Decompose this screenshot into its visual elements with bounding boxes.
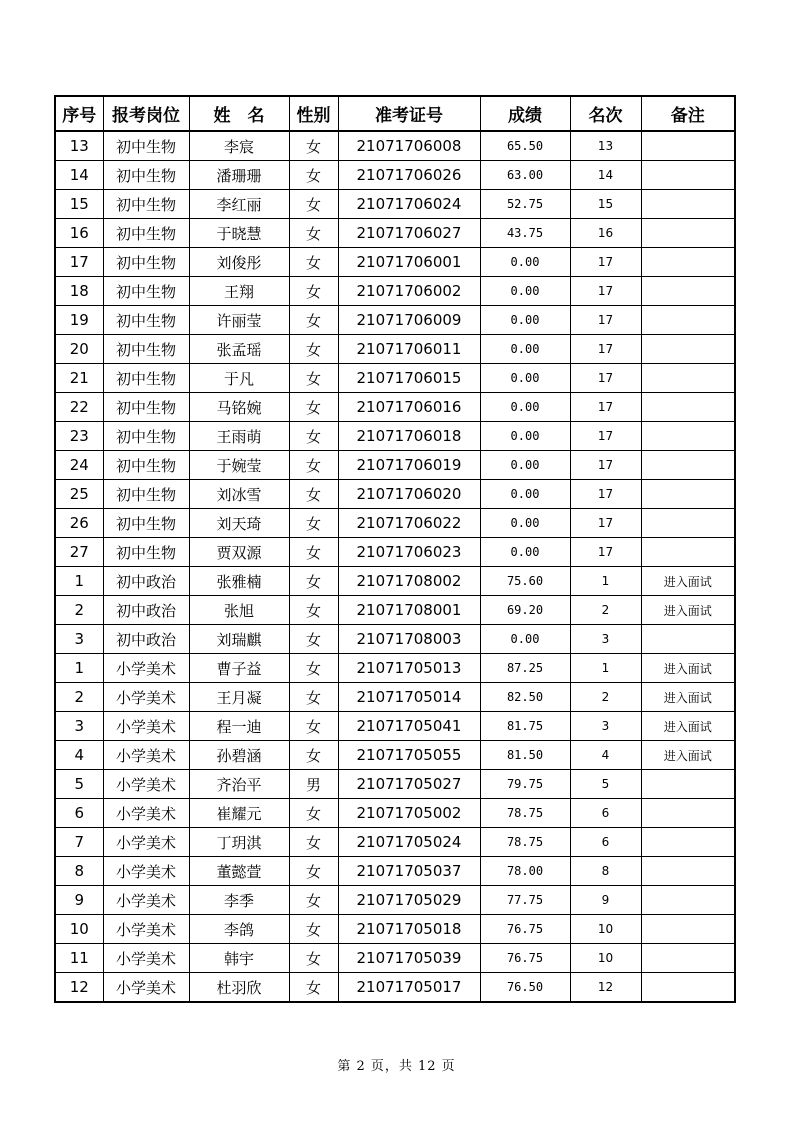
cell-position: 小学美术 (103, 683, 189, 712)
cell-remark (641, 944, 735, 973)
cell-gender: 女 (289, 248, 338, 277)
page-footer: 第 2 页，共 12 页 (337, 1059, 456, 1074)
cell-seq: 11 (55, 944, 103, 973)
cell-name: 孙碧涵 (189, 741, 289, 770)
cell-seq: 27 (55, 538, 103, 567)
cell-name: 李宸 (189, 131, 289, 161)
header-ticket: 准考证号 (338, 96, 480, 131)
cell-name: 齐治平 (189, 770, 289, 799)
table-body (55, 131, 735, 1002)
cell-rank: 17 (570, 480, 641, 509)
cell-score: 81.75 (480, 712, 570, 741)
cell-rank: 8 (570, 857, 641, 886)
cell-gender: 女 (289, 915, 338, 944)
header-name: 姓 名 (189, 96, 289, 131)
cell-seq: 1 (55, 567, 103, 596)
cell-position: 初中生物 (103, 364, 189, 393)
table-row (55, 712, 735, 741)
cell-rank: 17 (570, 277, 641, 306)
header-remark: 备注 (641, 96, 735, 131)
cell-gender: 女 (289, 654, 338, 683)
cell-score: 76.75 (480, 944, 570, 973)
cell-seq: 25 (55, 480, 103, 509)
cell-rank: 10 (570, 944, 641, 973)
cell-rank: 17 (570, 509, 641, 538)
cell-remark (641, 828, 735, 857)
cell-position: 小学美术 (103, 915, 189, 944)
cell-name: 刘俊彤 (189, 248, 289, 277)
cell-ticket: 21071706002 (338, 277, 480, 306)
cell-rank: 6 (570, 828, 641, 857)
cell-remark: 进入面试 (641, 683, 735, 712)
cell-remark (641, 219, 735, 248)
table-row (55, 248, 735, 277)
cell-seq: 20 (55, 335, 103, 364)
cell-rank: 9 (570, 886, 641, 915)
cell-gender: 女 (289, 131, 338, 161)
header-position: 报考岗位 (103, 96, 189, 131)
cell-seq: 7 (55, 828, 103, 857)
cell-position: 初中生物 (103, 480, 189, 509)
cell-rank: 17 (570, 451, 641, 480)
cell-gender: 女 (289, 190, 338, 219)
cell-seq: 13 (55, 131, 103, 161)
cell-score: 0.00 (480, 335, 570, 364)
cell-score: 77.75 (480, 886, 570, 915)
cell-seq: 16 (55, 219, 103, 248)
table-row (55, 480, 735, 509)
cell-name: 许丽莹 (189, 306, 289, 335)
cell-seq: 19 (55, 306, 103, 335)
cell-score: 0.00 (480, 480, 570, 509)
table-row (55, 277, 735, 306)
cell-gender: 女 (289, 799, 338, 828)
cell-gender: 女 (289, 625, 338, 654)
cell-seq: 14 (55, 161, 103, 190)
cell-name: 潘珊珊 (189, 161, 289, 190)
cell-seq: 6 (55, 799, 103, 828)
cell-ticket: 21071706008 (338, 131, 480, 161)
cell-position: 初中政治 (103, 567, 189, 596)
cell-rank: 2 (570, 683, 641, 712)
cell-remark (641, 306, 735, 335)
cell-seq: 24 (55, 451, 103, 480)
cell-seq: 4 (55, 741, 103, 770)
cell-gender: 男 (289, 770, 338, 799)
cell-score: 75.60 (480, 567, 570, 596)
cell-ticket: 21071708003 (338, 625, 480, 654)
cell-seq: 12 (55, 973, 103, 1003)
cell-name: 刘冰雪 (189, 480, 289, 509)
cell-rank: 12 (570, 973, 641, 1003)
cell-ticket: 21071706011 (338, 335, 480, 364)
cell-score: 76.75 (480, 915, 570, 944)
table-row (55, 683, 735, 712)
cell-name: 贾双源 (189, 538, 289, 567)
cell-seq: 10 (55, 915, 103, 944)
cell-rank: 6 (570, 799, 641, 828)
table-row (55, 654, 735, 683)
cell-gender: 女 (289, 422, 338, 451)
cell-remark (641, 451, 735, 480)
cell-remark: 进入面试 (641, 741, 735, 770)
cell-position: 初中生物 (103, 306, 189, 335)
cell-score: 0.00 (480, 422, 570, 451)
cell-gender: 女 (289, 509, 338, 538)
cell-ticket: 21071705014 (338, 683, 480, 712)
table-row (55, 886, 735, 915)
cell-remark (641, 625, 735, 654)
cell-position: 小学美术 (103, 886, 189, 915)
cell-gender: 女 (289, 683, 338, 712)
cell-rank: 17 (570, 538, 641, 567)
cell-ticket: 21071705018 (338, 915, 480, 944)
cell-ticket: 21071706027 (338, 219, 480, 248)
cell-ticket: 21071705024 (338, 828, 480, 857)
header-row (55, 96, 735, 131)
cell-score: 78.00 (480, 857, 570, 886)
cell-remark (641, 886, 735, 915)
cell-ticket: 21071706009 (338, 306, 480, 335)
table-row (55, 799, 735, 828)
cell-seq: 23 (55, 422, 103, 451)
cell-name: 韩宇 (189, 944, 289, 973)
cell-gender: 女 (289, 451, 338, 480)
cell-seq: 9 (55, 886, 103, 915)
table-row (55, 451, 735, 480)
cell-score: 0.00 (480, 625, 570, 654)
table-row (55, 625, 735, 654)
cell-position: 初中生物 (103, 422, 189, 451)
cell-position: 小学美术 (103, 944, 189, 973)
cell-score: 65.50 (480, 131, 570, 161)
table-row (55, 219, 735, 248)
table-row (55, 915, 735, 944)
cell-gender: 女 (289, 277, 338, 306)
cell-name: 于凡 (189, 364, 289, 393)
header-rank: 名次 (570, 96, 641, 131)
cell-ticket: 21071705055 (338, 741, 480, 770)
cell-ticket: 21071706024 (338, 190, 480, 219)
cell-rank: 3 (570, 625, 641, 654)
cell-gender: 女 (289, 538, 338, 567)
cell-seq: 18 (55, 277, 103, 306)
cell-seq: 22 (55, 393, 103, 422)
header-seq: 序号 (55, 96, 103, 131)
cell-ticket: 21071706023 (338, 538, 480, 567)
cell-name: 曹子益 (189, 654, 289, 683)
cell-ticket: 21071706001 (338, 248, 480, 277)
cell-position: 初中生物 (103, 509, 189, 538)
cell-score: 81.50 (480, 741, 570, 770)
cell-gender: 女 (289, 857, 338, 886)
cell-name: 王月凝 (189, 683, 289, 712)
cell-gender: 女 (289, 596, 338, 625)
cell-position: 初中生物 (103, 131, 189, 161)
cell-position: 小学美术 (103, 712, 189, 741)
cell-name: 王雨萌 (189, 422, 289, 451)
cell-remark (641, 770, 735, 799)
cell-score: 43.75 (480, 219, 570, 248)
cell-gender: 女 (289, 741, 338, 770)
cell-ticket: 21071706026 (338, 161, 480, 190)
header-gender: 性别 (289, 96, 338, 131)
cell-position: 初中政治 (103, 625, 189, 654)
cell-gender: 女 (289, 480, 338, 509)
cell-gender: 女 (289, 161, 338, 190)
cell-score: 63.00 (480, 161, 570, 190)
cell-remark (641, 364, 735, 393)
cell-position: 初中生物 (103, 248, 189, 277)
cell-remark (641, 480, 735, 509)
cell-name: 董懿萱 (189, 857, 289, 886)
cell-seq: 2 (55, 683, 103, 712)
cell-name: 刘天琦 (189, 509, 289, 538)
cell-gender: 女 (289, 712, 338, 741)
cell-position: 初中生物 (103, 538, 189, 567)
cell-remark (641, 161, 735, 190)
table-row (55, 857, 735, 886)
cell-seq: 17 (55, 248, 103, 277)
cell-score: 0.00 (480, 364, 570, 393)
table-row (55, 596, 735, 625)
table-row (55, 741, 735, 770)
cell-rank: 17 (570, 364, 641, 393)
cell-remark (641, 422, 735, 451)
cell-position: 初中生物 (103, 451, 189, 480)
cell-name: 丁玥淇 (189, 828, 289, 857)
cell-score: 52.75 (480, 190, 570, 219)
cell-ticket: 21071706018 (338, 422, 480, 451)
cell-score: 78.75 (480, 799, 570, 828)
cell-score: 0.00 (480, 538, 570, 567)
cell-rank: 3 (570, 712, 641, 741)
cell-name: 张孟瑶 (189, 335, 289, 364)
cell-remark (641, 190, 735, 219)
cell-seq: 1 (55, 654, 103, 683)
table-row (55, 306, 735, 335)
cell-score: 82.50 (480, 683, 570, 712)
cell-rank: 16 (570, 219, 641, 248)
cell-position: 小学美术 (103, 973, 189, 1003)
cell-rank: 2 (570, 596, 641, 625)
cell-remark: 进入面试 (641, 712, 735, 741)
cell-rank: 5 (570, 770, 641, 799)
cell-name: 张雅楠 (189, 567, 289, 596)
header-score: 成绩 (480, 96, 570, 131)
exam-results-table (54, 95, 736, 1003)
cell-name: 马铭婉 (189, 393, 289, 422)
cell-remark (641, 393, 735, 422)
cell-seq: 5 (55, 770, 103, 799)
cell-name: 程一迪 (189, 712, 289, 741)
cell-name: 杜羽欣 (189, 973, 289, 1003)
table-row (55, 828, 735, 857)
cell-ticket: 21071708001 (338, 596, 480, 625)
cell-name: 刘瑞麒 (189, 625, 289, 654)
cell-gender: 女 (289, 973, 338, 1003)
cell-position: 初中政治 (103, 596, 189, 625)
cell-name: 于婉莹 (189, 451, 289, 480)
table-row (55, 973, 735, 1003)
table-row (55, 131, 735, 161)
cell-ticket: 21071706019 (338, 451, 480, 480)
cell-score: 0.00 (480, 393, 570, 422)
cell-rank: 10 (570, 915, 641, 944)
cell-remark (641, 538, 735, 567)
cell-position: 初中生物 (103, 277, 189, 306)
cell-remark: 进入面试 (641, 654, 735, 683)
cell-seq: 21 (55, 364, 103, 393)
table-header (55, 96, 735, 131)
cell-rank: 13 (570, 131, 641, 161)
cell-remark: 进入面试 (641, 567, 735, 596)
cell-remark: 进入面试 (641, 596, 735, 625)
cell-ticket: 21071706022 (338, 509, 480, 538)
cell-gender: 女 (289, 828, 338, 857)
cell-name: 于晓慧 (189, 219, 289, 248)
cell-ticket: 21071705037 (338, 857, 480, 886)
table-row (55, 538, 735, 567)
cell-score: 0.00 (480, 451, 570, 480)
cell-position: 初中生物 (103, 161, 189, 190)
cell-remark (641, 131, 735, 161)
cell-seq: 15 (55, 190, 103, 219)
cell-name: 张旭 (189, 596, 289, 625)
cell-seq: 3 (55, 712, 103, 741)
cell-gender: 女 (289, 364, 338, 393)
cell-ticket: 21071705039 (338, 944, 480, 973)
cell-name: 李鸽 (189, 915, 289, 944)
cell-position: 小学美术 (103, 741, 189, 770)
cell-ticket: 21071705002 (338, 799, 480, 828)
cell-remark (641, 277, 735, 306)
table-row (55, 770, 735, 799)
cell-name: 崔耀元 (189, 799, 289, 828)
cell-rank: 15 (570, 190, 641, 219)
cell-score: 79.75 (480, 770, 570, 799)
cell-ticket: 21071705013 (338, 654, 480, 683)
table-row (55, 364, 735, 393)
cell-remark (641, 248, 735, 277)
cell-name: 李红丽 (189, 190, 289, 219)
cell-position: 小学美术 (103, 799, 189, 828)
table-row (55, 190, 735, 219)
cell-position: 初中生物 (103, 393, 189, 422)
cell-rank: 4 (570, 741, 641, 770)
cell-remark (641, 335, 735, 364)
cell-rank: 17 (570, 393, 641, 422)
cell-rank: 17 (570, 306, 641, 335)
cell-rank: 1 (570, 567, 641, 596)
cell-ticket: 21071706020 (338, 480, 480, 509)
cell-remark (641, 857, 735, 886)
cell-ticket: 21071705041 (338, 712, 480, 741)
cell-gender: 女 (289, 567, 338, 596)
cell-ticket: 21071708002 (338, 567, 480, 596)
cell-score: 0.00 (480, 306, 570, 335)
table-row (55, 944, 735, 973)
table-row (55, 393, 735, 422)
cell-ticket: 21071705027 (338, 770, 480, 799)
cell-score: 76.50 (480, 973, 570, 1003)
cell-gender: 女 (289, 886, 338, 915)
cell-score: 69.20 (480, 596, 570, 625)
table-row (55, 509, 735, 538)
cell-score: 78.75 (480, 828, 570, 857)
cell-gender: 女 (289, 393, 338, 422)
cell-remark (641, 973, 735, 1003)
cell-seq: 3 (55, 625, 103, 654)
cell-seq: 2 (55, 596, 103, 625)
cell-rank: 1 (570, 654, 641, 683)
cell-position: 小学美术 (103, 654, 189, 683)
cell-score: 87.25 (480, 654, 570, 683)
cell-score: 0.00 (480, 509, 570, 538)
cell-rank: 17 (570, 422, 641, 451)
cell-ticket: 21071705017 (338, 973, 480, 1003)
cell-remark (641, 509, 735, 538)
cell-score: 0.00 (480, 277, 570, 306)
cell-ticket: 21071706015 (338, 364, 480, 393)
cell-remark (641, 915, 735, 944)
cell-rank: 14 (570, 161, 641, 190)
table-row (55, 161, 735, 190)
cell-position: 小学美术 (103, 857, 189, 886)
table-row (55, 422, 735, 451)
cell-ticket: 21071706016 (338, 393, 480, 422)
cell-seq: 26 (55, 509, 103, 538)
cell-remark (641, 799, 735, 828)
cell-position: 初中生物 (103, 190, 189, 219)
cell-gender: 女 (289, 335, 338, 364)
table-row (55, 567, 735, 596)
cell-gender: 女 (289, 219, 338, 248)
cell-gender: 女 (289, 306, 338, 335)
cell-position: 初中生物 (103, 219, 189, 248)
cell-ticket: 21071705029 (338, 886, 480, 915)
table-row (55, 335, 735, 364)
cell-score: 0.00 (480, 248, 570, 277)
cell-seq: 8 (55, 857, 103, 886)
cell-position: 小学美术 (103, 770, 189, 799)
cell-name: 王翔 (189, 277, 289, 306)
cell-gender: 女 (289, 944, 338, 973)
cell-position: 初中生物 (103, 335, 189, 364)
cell-position: 小学美术 (103, 828, 189, 857)
cell-rank: 17 (570, 335, 641, 364)
cell-name: 李季 (189, 886, 289, 915)
cell-rank: 17 (570, 248, 641, 277)
